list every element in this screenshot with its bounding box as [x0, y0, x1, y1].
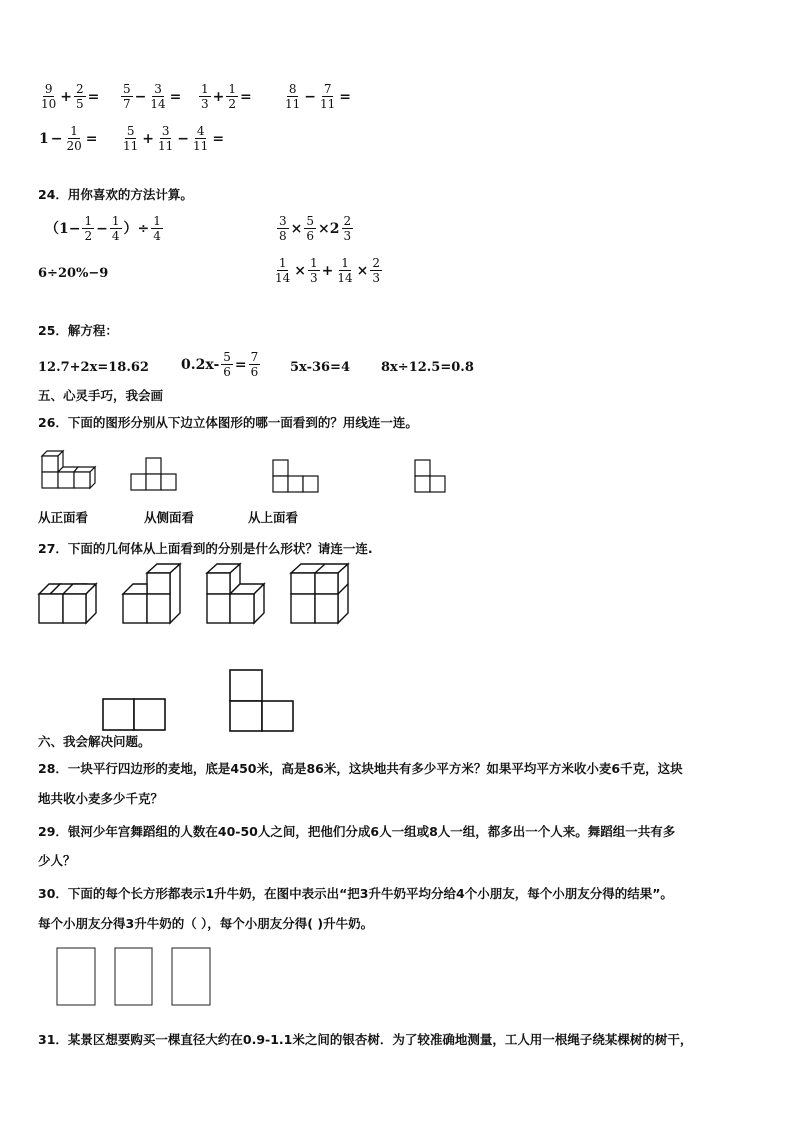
q24-title: 24．用你喜欢的方法计算。 — [38, 187, 193, 202]
q26-view-c — [415, 458, 447, 494]
q27-view-b — [229, 669, 295, 733]
calc-expr-6: $\frac{5}{11}$ + $\frac{3}{11}$ − $\frac{4}{11}$ = — [123, 124, 225, 153]
q27-title: 27．下面的几何体从上面看到的分别是什么形状？请连一连. — [38, 541, 373, 556]
q28-line-2: 地共收小麦多少千克？ — [38, 791, 164, 806]
section-6-heading: 六、我会解决问题。 — [38, 734, 151, 749]
q25-eq-2: 0.2x- $\frac{5}{6}$ = $\frac{7}{6}$ — [181, 350, 259, 379]
q26-view-a — [131, 456, 177, 492]
q27-solid-3 — [206, 563, 268, 626]
q26-label-side: 从侧面看 — [144, 510, 195, 525]
section-5-heading: 五、心灵手巧，我会画 — [38, 388, 164, 403]
calc-expr-3: $\frac{1}{3}$ + $\frac{1}{2}$ = — [201, 82, 252, 111]
milk-rect-2 — [115, 948, 152, 1005]
q28-line-1: 28．一块平行四边形的麦地，底是450米，高是86米，这块地共有多少平方米？如果平均平方米收小麦6千克，这块 — [38, 761, 683, 776]
q29-line-1: 29．银河少年宫舞蹈组的人数在40-50人之间，把他们分成6人一组或8人一组，都多出一个人来。舞蹈组一共有多 — [38, 824, 676, 839]
q30-milk-rectangles — [56, 947, 214, 1007]
q31-line-1: 31．某景区想要购买一棵直径大约在0.9-1.1米之间的银杏树．为了较准确地测量，工人用一根绳子绕某棵树的树干， — [38, 1032, 693, 1047]
calc-expr-1: $\frac{9}{10}$ + $\frac{2}{5}$ = — [41, 82, 100, 111]
q25-title: 25．解方程： — [38, 323, 118, 338]
q27-solid-4 — [290, 563, 352, 626]
q26-label-front: 从正面看 — [38, 510, 89, 525]
q27-view-a — [102, 698, 166, 732]
q26-solid-figure — [38, 448, 102, 494]
q24-expr-1: （1− $\frac{1}{2}$ − $\frac{1}{4}$ ）÷ $\frac{1}{4}$ — [45, 214, 161, 243]
milk-rect-3 — [172, 948, 210, 1005]
q26-title: 26．下面的图形分别从下边立体图形的哪一面看到的？用线连一连。 — [38, 415, 418, 430]
q30-line-2: 每个小朋友分得3升牛奶的（ ），每个小朋友分得( )升牛奶。 — [38, 916, 374, 931]
q24-expr-2: $\frac{3}{8}$ × $\frac{5}{6}$ ×2 $\frac{2}{3}$ — [279, 214, 352, 243]
calc-expr-5: 1 − $\frac{1}{20}$ = — [39, 124, 98, 153]
q25-eq-3: 5x-36=4 — [290, 360, 350, 375]
q25-eq-4: 8x÷12.5=0.8 — [381, 360, 474, 375]
q26-label-top: 从上面看 — [248, 510, 299, 525]
calc-expr-2: $\frac{5}{7}$ − $\frac{3}{14}$ = — [123, 82, 182, 111]
q29-line-2: 少人？ — [38, 853, 76, 868]
q26-view-b — [273, 458, 319, 494]
milk-rect-1 — [57, 948, 95, 1005]
calc-expr-4: $\frac{8}{11}$ − $\frac{7}{11}$ = — [285, 82, 352, 111]
q30-line-1: 30．下面的每个长方形都表示1升牛奶，在图中表示出“把3升牛奶平均分给4个小朋友，每个小朋友分得的结果”。 — [38, 886, 673, 901]
q25-eq-1: 12.7+2x=18.62 — [38, 360, 149, 375]
q24-expr-3: 6÷20%−9 — [38, 266, 109, 281]
q27-solid-1 — [38, 578, 100, 626]
q24-expr-4: $\frac{1}{14}$ × $\frac{1}{3}$ + $\frac{1}{14}$ × $\frac{2}{3}$ — [275, 256, 381, 285]
q27-solid-2 — [122, 563, 184, 626]
